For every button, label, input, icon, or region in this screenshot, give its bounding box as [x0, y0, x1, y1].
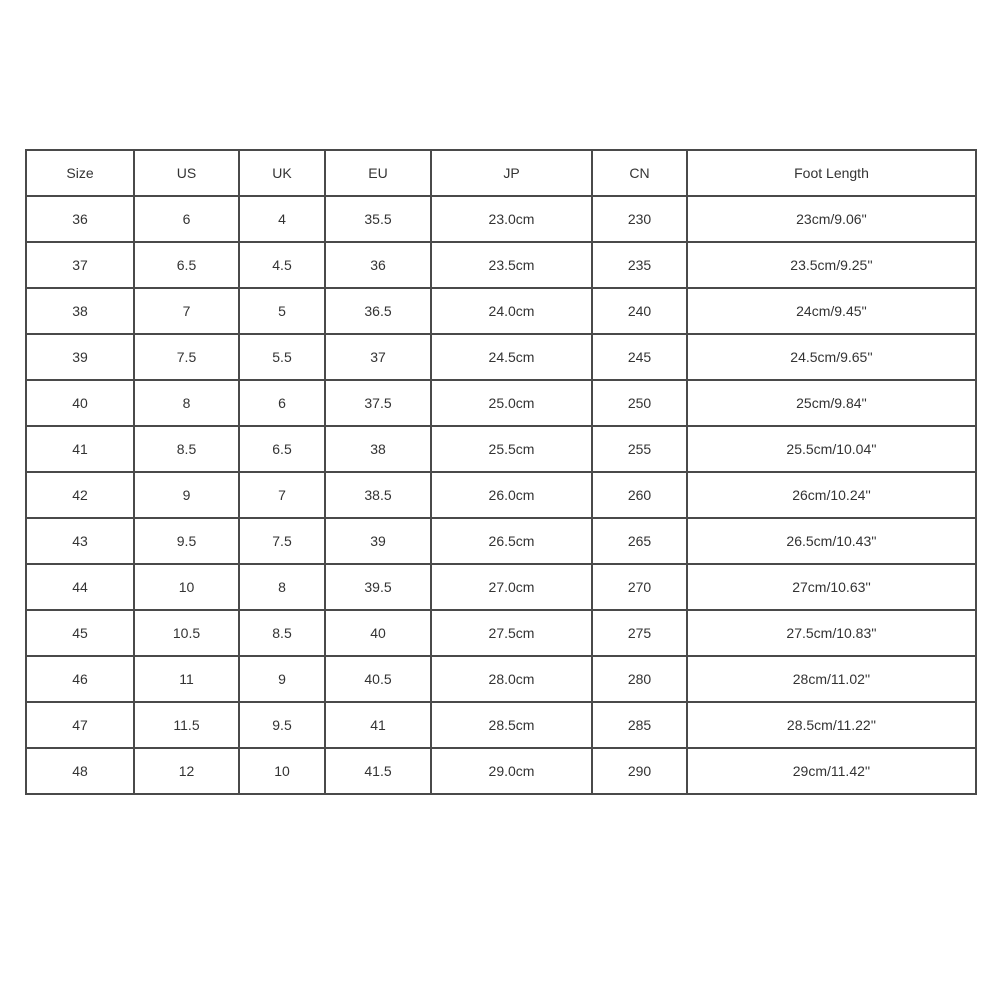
- cell-uk: 5: [239, 288, 325, 334]
- cell-size: 36: [26, 196, 134, 242]
- table-row: [26, 518, 976, 564]
- cell-us: 8: [134, 380, 239, 426]
- cell-eu: 41.5: [325, 748, 431, 794]
- cell-size: 39: [26, 334, 134, 380]
- cell-cn: 275: [592, 610, 687, 656]
- cell-eu: 35.5: [325, 196, 431, 242]
- cell-eu: 39.5: [325, 564, 431, 610]
- cell-size: 38: [26, 288, 134, 334]
- cell-uk: 8.5: [239, 610, 325, 656]
- cell-cn: 265: [592, 518, 687, 564]
- cell-cn: 290: [592, 748, 687, 794]
- cell-uk: 9: [239, 656, 325, 702]
- cell-us: 12: [134, 748, 239, 794]
- cell-uk: 8: [239, 564, 325, 610]
- cell-eu: 38: [325, 426, 431, 472]
- cell-uk: 6.5: [239, 426, 325, 472]
- table-row: [26, 196, 976, 242]
- cell-jp: 25.5cm: [431, 426, 592, 472]
- cell-us: 6: [134, 196, 239, 242]
- cell-us: 9: [134, 472, 239, 518]
- cell-us: 7: [134, 288, 239, 334]
- cell-us: 10.5: [134, 610, 239, 656]
- cell-us: 10: [134, 564, 239, 610]
- cell-uk: 7: [239, 472, 325, 518]
- cell-uk: 4.5: [239, 242, 325, 288]
- cell-size: 45: [26, 610, 134, 656]
- cell-uk: 6: [239, 380, 325, 426]
- cell-size: 47: [26, 702, 134, 748]
- cell-eu: 36: [325, 242, 431, 288]
- cell-uk: 5.5: [239, 334, 325, 380]
- cell-cn: 255: [592, 426, 687, 472]
- cell-foot-length: 29cm/11.42'': [687, 748, 976, 794]
- cell-uk: 4: [239, 196, 325, 242]
- cell-us: 6.5: [134, 242, 239, 288]
- cell-eu: 41: [325, 702, 431, 748]
- cell-size: 41: [26, 426, 134, 472]
- cell-foot-length: 26.5cm/10.43'': [687, 518, 976, 564]
- header-uk: UK: [239, 150, 325, 196]
- cell-size: 48: [26, 748, 134, 794]
- cell-cn: 245: [592, 334, 687, 380]
- cell-jp: 24.0cm: [431, 288, 592, 334]
- cell-foot-length: 24.5cm/9.65'': [687, 334, 976, 380]
- cell-foot-length: 27cm/10.63'': [687, 564, 976, 610]
- cell-eu: 37.5: [325, 380, 431, 426]
- table-row: [26, 564, 976, 610]
- table-row: [26, 426, 976, 472]
- cell-size: 37: [26, 242, 134, 288]
- cell-cn: 235: [592, 242, 687, 288]
- cell-jp: 25.0cm: [431, 380, 592, 426]
- header-size: Size: [26, 150, 134, 196]
- table-body: [26, 196, 976, 794]
- cell-jp: 26.5cm: [431, 518, 592, 564]
- cell-foot-length: 25cm/9.84'': [687, 380, 976, 426]
- cell-uk: 7.5: [239, 518, 325, 564]
- cell-jp: 28.0cm: [431, 656, 592, 702]
- cell-eu: 37: [325, 334, 431, 380]
- header-us: US: [134, 150, 239, 196]
- cell-us: 8.5: [134, 426, 239, 472]
- cell-foot-length: 28cm/11.02'': [687, 656, 976, 702]
- cell-eu: 36.5: [325, 288, 431, 334]
- table-row: [26, 656, 976, 702]
- cell-us: 9.5: [134, 518, 239, 564]
- cell-uk: 10: [239, 748, 325, 794]
- cell-cn: 260: [592, 472, 687, 518]
- cell-cn: 240: [592, 288, 687, 334]
- cell-jp: 24.5cm: [431, 334, 592, 380]
- cell-jp: 28.5cm: [431, 702, 592, 748]
- cell-foot-length: 23.5cm/9.25'': [687, 242, 976, 288]
- cell-jp: 26.0cm: [431, 472, 592, 518]
- cell-eu: 40: [325, 610, 431, 656]
- cell-jp: 29.0cm: [431, 748, 592, 794]
- cell-uk: 9.5: [239, 702, 325, 748]
- cell-foot-length: 23cm/9.06'': [687, 196, 976, 242]
- table-row: [26, 610, 976, 656]
- table-row: [26, 472, 976, 518]
- cell-us: 11.5: [134, 702, 239, 748]
- cell-jp: 27.0cm: [431, 564, 592, 610]
- cell-foot-length: 28.5cm/11.22'': [687, 702, 976, 748]
- table-header: [26, 150, 976, 196]
- table-row: [26, 334, 976, 380]
- cell-eu: 40.5: [325, 656, 431, 702]
- header-jp: JP: [431, 150, 592, 196]
- header-row: [26, 150, 976, 196]
- cell-cn: 280: [592, 656, 687, 702]
- table-row: [26, 288, 976, 334]
- cell-eu: 38.5: [325, 472, 431, 518]
- cell-jp: 23.5cm: [431, 242, 592, 288]
- cell-size: 42: [26, 472, 134, 518]
- cell-us: 11: [134, 656, 239, 702]
- header-foot-length: Foot Length: [687, 150, 976, 196]
- cell-cn: 230: [592, 196, 687, 242]
- table-row: [26, 242, 976, 288]
- cell-foot-length: 24cm/9.45'': [687, 288, 976, 334]
- size-chart-table: [25, 149, 977, 795]
- cell-size: 44: [26, 564, 134, 610]
- cell-size: 40: [26, 380, 134, 426]
- cell-jp: 23.0cm: [431, 196, 592, 242]
- cell-foot-length: 26cm/10.24'': [687, 472, 976, 518]
- table-row: [26, 702, 976, 748]
- cell-foot-length: 27.5cm/10.83'': [687, 610, 976, 656]
- cell-size: 46: [26, 656, 134, 702]
- table-row: [26, 748, 976, 794]
- cell-cn: 285: [592, 702, 687, 748]
- cell-cn: 250: [592, 380, 687, 426]
- cell-foot-length: 25.5cm/10.04'': [687, 426, 976, 472]
- cell-size: 43: [26, 518, 134, 564]
- cell-cn: 270: [592, 564, 687, 610]
- cell-us: 7.5: [134, 334, 239, 380]
- table-row: [26, 380, 976, 426]
- header-eu: EU: [325, 150, 431, 196]
- cell-jp: 27.5cm: [431, 610, 592, 656]
- header-cn: CN: [592, 150, 687, 196]
- cell-eu: 39: [325, 518, 431, 564]
